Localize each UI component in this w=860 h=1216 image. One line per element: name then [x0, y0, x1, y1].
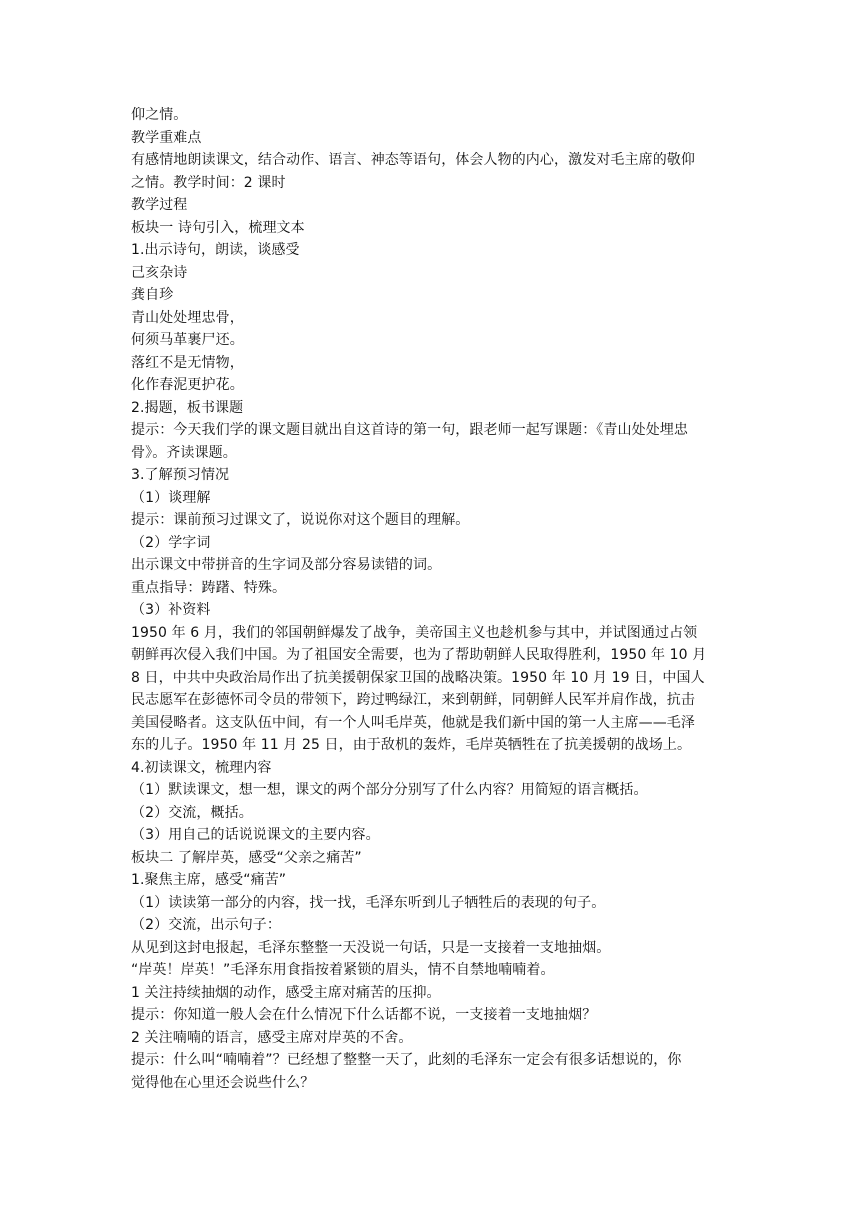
section-heading: 板块二 了解岸英，感受“父亲之痛苦”	[131, 849, 362, 866]
text-line: 提示：什么叫“喃喃着”？已经想了整整一天了，此刻的毛泽东一定会有很多话想说的，你	[131, 1052, 682, 1068]
text-line: 提示：今天我们学的课文题目就出自这首诗的第一句，跟老师一起写课题：《青山处处埋忠	[131, 422, 688, 438]
sub-step: （1）谈理解	[131, 489, 211, 506]
point-item: 2 关注喃喃的语言，感受主席对岸英的不舍。	[131, 1029, 413, 1046]
text-line: 骨》。齐读课题。	[131, 444, 237, 461]
sub-step: （2）学字词	[131, 534, 211, 551]
poem-line: 落红不是无情物，	[131, 354, 244, 371]
sub-step: （3）补资料	[131, 602, 211, 618]
text-line: 美国侵略者。这支队伍中间，有一个人叫毛岸英，他就是我们新中国的第一人主席——毛泽	[131, 714, 695, 731]
step-heading: 1.出示诗句，朗读，谈感受	[131, 242, 300, 258]
step-heading: 1.聚焦主席，感受“痛苦”	[131, 872, 287, 888]
step-heading: 2.揭题，板书课题	[131, 399, 244, 416]
text-line: 觉得他在心里还会说些什么？	[131, 1074, 315, 1091]
document-body	[131, 104, 731, 1094]
step-heading: 3.了解预习情况	[131, 467, 230, 483]
sub-step: （3）用自己的话说说课文的主要内容。	[131, 827, 380, 843]
poem-line: 何须马革裹尸还。	[131, 332, 244, 348]
sub-step: （1）读读第一部分的内容，找一找，毛泽东听到儿子牺牲后的表现的句子。	[131, 894, 606, 911]
section-heading: 教学重难点	[131, 129, 202, 146]
text-line: 之情。教学时间：2 课时	[131, 174, 286, 191]
text-line: 提示：课前预习过课文了，说说你对这个题目的理解。	[131, 512, 470, 528]
text-line: 出示课文中带拼音的生字词及部分容易读错的词。	[131, 557, 442, 573]
text-line: 东的儿子。1950 年 11 月 25 日，由于敌机的轰炸，毛岸英牺牲在了抗美援朝的战场上。	[131, 737, 692, 753]
text-line: 有感情地朗读课文，结合动作、语言、神态等语句，体会人物的内心，激发对毛主席的敬仰	[131, 152, 695, 168]
text-line: 朝鲜再次侵入我们中国。为了祖国安全需要，也为了帮助朝鲜人民取得胜利，1950 年 10 月	[131, 647, 707, 663]
text-line: 民志愿军在彭德怀司令员的带领下，跨过鸭绿江，来到朝鲜，同朝鲜人民军并肩作战，抗击	[131, 692, 695, 708]
text-line: 提示：你知道一般人会在什么情况下什么话都不说，一支接着一支地抽烟？	[131, 1007, 597, 1023]
sub-step: （2）交流，概括。	[131, 804, 253, 821]
point-item: 1 关注持续抽烟的动作，感受主席对痛苦的压抑。	[131, 984, 441, 1001]
sub-step: （2）交流，出示句子：	[131, 917, 282, 933]
section-heading: 板块一 诗句引入，梳理文本	[131, 219, 305, 236]
text-line: 1950 年 6 月，我们的邻国朝鲜爆发了战争，美帝国主义也趁机参与其中，并试图通过占领	[131, 624, 698, 641]
section-heading: 教学过程	[131, 197, 188, 213]
quoted-sentence: 从见到这封电报起，毛泽东整整一天没说一句话，只是一支接着一支地抽烟。	[131, 939, 611, 956]
step-heading: 4.初读课文，梳理内容	[131, 759, 272, 776]
quoted-sentence: “岸英！岸英！”毛泽东用食指按着紧锁的眉头，情不自禁地喃喃着。	[131, 962, 555, 978]
poem-line: 青山处处埋忠骨，	[131, 309, 244, 326]
text-line: 重点指导：踌躇、特殊。	[131, 579, 287, 596]
poem-line: 化作春泥更护花。	[131, 377, 244, 393]
sub-step: （1）默读课文，想一想，课文的两个部分分别写了什么内容？用简短的语言概括。	[131, 782, 648, 798]
poem-title: 己亥杂诗	[131, 264, 188, 281]
text-line: 仰之情。	[131, 107, 188, 123]
text-line: 8 日，中共中央政治局作出了抗美援朝保家卫国的战略决策。1950 年 10 月 19 日，中国人	[131, 669, 705, 686]
poem-author: 龚自珍	[131, 287, 174, 303]
